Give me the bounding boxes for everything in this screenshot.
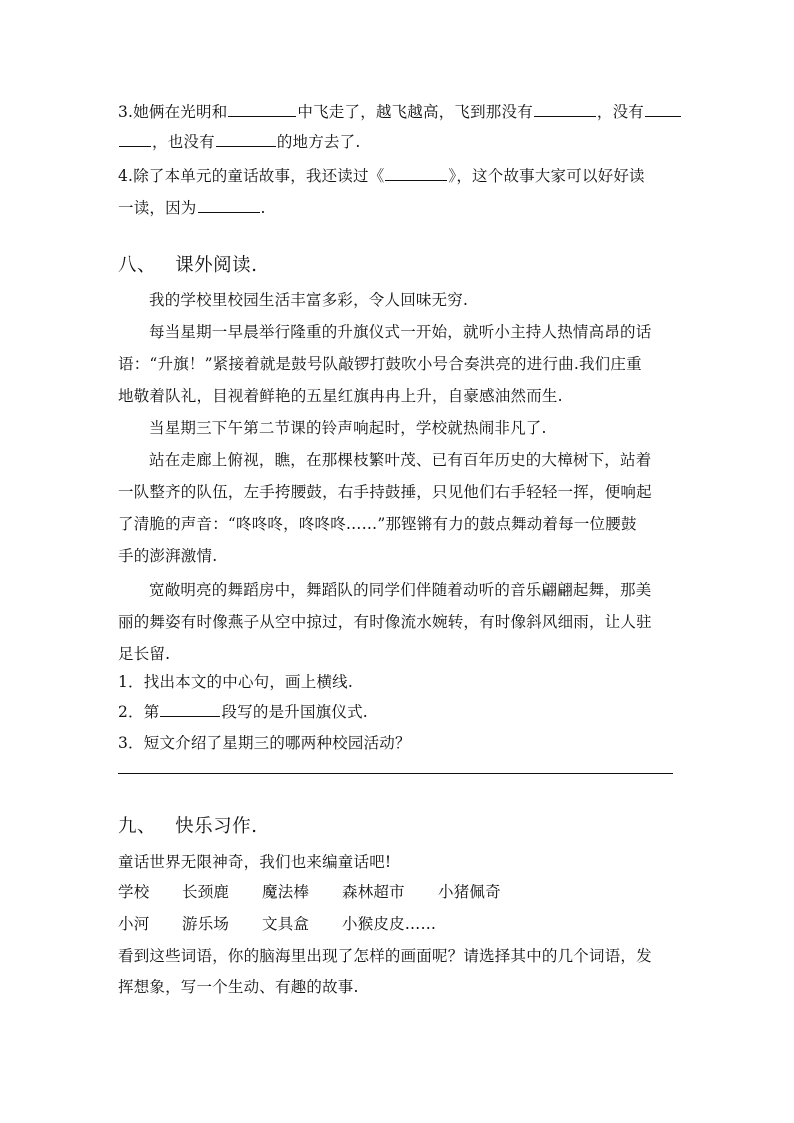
word: 文具盒 xyxy=(262,915,310,933)
blank[interactable] xyxy=(228,102,296,117)
writing-prompt-line2: 挥想象，写一个生动、有趣的故事. xyxy=(118,978,359,996)
answer-line[interactable] xyxy=(118,773,673,774)
blank[interactable] xyxy=(119,132,151,147)
writing-prompt-line1: 看到这些词语，你的脑海里出现了怎样的画面呢？请选择其中的几个词语，发 xyxy=(118,947,652,965)
text: 中飞走了，越飞越高，飞到那没有 xyxy=(297,103,533,121)
word-list-row-1 xyxy=(118,882,678,902)
blank[interactable] xyxy=(198,198,260,213)
word: 森林超市 xyxy=(342,883,405,901)
word-list-row-2 xyxy=(118,914,678,934)
fill-item-4-line2 xyxy=(118,198,678,218)
passage-line: 我的学校里校园生活丰富多彩，令人回味无穷. xyxy=(149,291,469,309)
word: 小猴皮皮…… xyxy=(342,915,437,933)
text: 一读，因为 xyxy=(118,199,197,217)
text: 3.她俩在光明和 xyxy=(118,103,228,121)
writing-intro: 童话世界无限神奇，我们也来编童话吧! xyxy=(118,853,392,871)
blank[interactable] xyxy=(216,132,276,147)
heading-number: 八、 xyxy=(118,255,157,276)
text: 2．第 xyxy=(118,703,160,721)
question-2 xyxy=(118,702,678,722)
blank[interactable] xyxy=(534,102,596,117)
word: 学校 xyxy=(118,883,150,901)
blank[interactable] xyxy=(645,102,681,117)
word: 小河 xyxy=(118,915,150,933)
passage-line: 站在走廊上俯视，瞧，在那棵枝繁叶茂、已有百年历史的大樟树下，站着 xyxy=(149,451,652,469)
text: ，没有 xyxy=(596,103,645,121)
word: 长颈鹿 xyxy=(182,883,230,901)
fill-item-3-line2 xyxy=(118,132,678,152)
text: 》，这个故事大家可以好好读 xyxy=(448,167,645,185)
passage-line: 当星期三下午第二节课的铃声响起时，学校就热闹非凡了. xyxy=(149,419,547,437)
text: 段写的是升国旗仪式. xyxy=(221,703,368,721)
text: ，也没有 xyxy=(152,133,215,151)
blank[interactable] xyxy=(385,166,447,181)
passage-line: 了清脆的声音：“咚咚咚，咚咚咚……”那铿锵有力的鼓点舞动着每一位腰鼓 xyxy=(118,515,637,533)
question-3: 3．短文介绍了星期三的哪两种校园活动？ xyxy=(118,734,411,752)
passage-line: 足长留. xyxy=(118,645,171,663)
section-8-heading xyxy=(118,254,678,278)
passage-line: 一队整齐的队伍，左手挎腰鼓，右手持鼓捶，只见他们右手轻轻一挥，便响起 xyxy=(118,483,652,501)
passage-line: 丽的舞姿有时像燕子从空中掠过，有时像流水婉转，有时像斜风细雨，让人驻 xyxy=(118,613,652,631)
word: 魔法棒 xyxy=(262,883,310,901)
heading-text: 快乐习作. xyxy=(175,816,258,837)
fill-item-3-line1 xyxy=(118,102,678,122)
text: 的地方去了. xyxy=(276,133,361,151)
question-1: 1．找出本文的中心句，画上横线. xyxy=(118,673,353,691)
heading-number: 九、 xyxy=(118,816,157,837)
passage-line: 语：“升旗！”紧接着就是鼓号队敲锣打鼓吹小号合奏洪亮的进行曲.我们庄重 xyxy=(118,355,642,373)
text: . xyxy=(260,199,266,217)
passage-line: 宽敞明亮的舞蹈房中，舞蹈队的同学们伴随着动听的音乐翩翩起舞，那美 xyxy=(149,581,652,599)
heading-text: 课外阅读. xyxy=(175,255,258,276)
blank[interactable] xyxy=(160,702,220,717)
passage-line: 地敬着队礼，目视着鲜艳的五星红旗冉冉上升，自豪感油然而生. xyxy=(118,387,563,405)
section-9-heading xyxy=(118,815,678,839)
passage-line: 每当星期一早晨举行隆重的升旗仪式一开始，就听小主持人热情高昂的话 xyxy=(149,323,652,341)
word: 游乐场 xyxy=(182,915,230,933)
word: 小猪佩奇 xyxy=(438,883,501,901)
passage-line: 手的澎湃激情. xyxy=(118,547,218,565)
text: 4.除了本单元的童话故事，我还读过《 xyxy=(118,167,385,185)
fill-item-4-line1 xyxy=(118,166,678,186)
